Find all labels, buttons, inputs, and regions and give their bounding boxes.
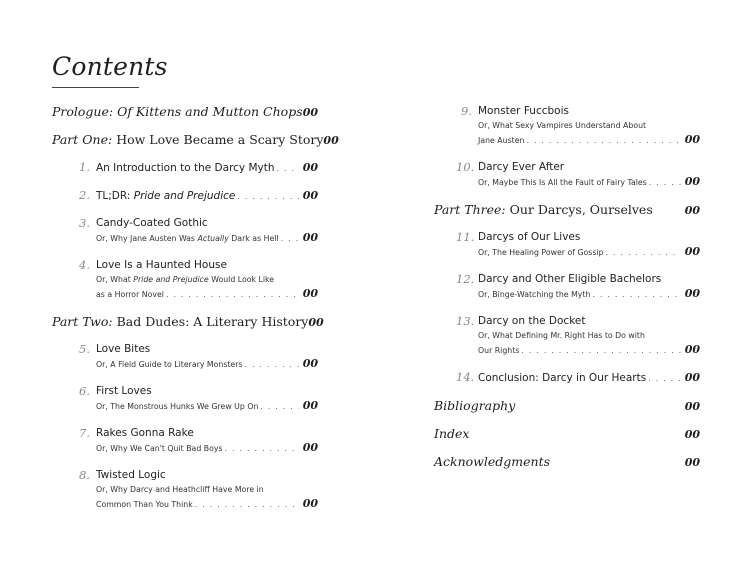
leader-dots bbox=[281, 232, 299, 246]
chapter-title: Monster Fuccbois bbox=[478, 105, 569, 117]
chapter-title: Twisted Logic bbox=[96, 469, 166, 481]
chapter-number: 4. bbox=[79, 258, 90, 272]
chapter-number: 14. bbox=[456, 370, 475, 384]
toc-chapter-10 bbox=[434, 160, 700, 190]
part-title: How Love Became a Scary Story bbox=[116, 132, 324, 147]
toc-chapter-7 bbox=[52, 426, 318, 456]
chapter-subtitle: Or, Binge-Watching the Myth bbox=[478, 290, 591, 299]
toc-part-three bbox=[434, 202, 700, 217]
page-number: 00 bbox=[684, 175, 700, 188]
chapter-number: 7. bbox=[79, 426, 90, 440]
toc-chapter-11 bbox=[434, 230, 700, 260]
chapter-number: 13. bbox=[456, 314, 475, 328]
toc-chapter-12 bbox=[434, 272, 700, 302]
leader-dots bbox=[521, 344, 680, 358]
page-number: 00 bbox=[302, 161, 318, 174]
page-title: Contents bbox=[52, 52, 168, 81]
page-number: 00 bbox=[308, 316, 324, 329]
chapter-number: 12. bbox=[456, 272, 475, 286]
chapter-subtitle: Or, What Sexy Vampires Understand About bbox=[478, 121, 647, 130]
chapter-title: Candy-Coated Gothic bbox=[96, 217, 208, 229]
chapter-subtitle-line2: Common Than You Think bbox=[96, 500, 193, 509]
chapter-number: 8. bbox=[79, 468, 90, 482]
page-number: 00 bbox=[684, 371, 700, 384]
leader-dots bbox=[260, 400, 298, 414]
leader-dots bbox=[195, 498, 299, 512]
chapter-subtitle: Or, Why We Can't Quit Bad Boys bbox=[96, 444, 223, 453]
toc-chapter-4 bbox=[52, 258, 318, 302]
acknowledgments-title: Acknowledgments bbox=[434, 454, 551, 469]
subtitle-italic: Actually bbox=[197, 234, 229, 243]
toc-index bbox=[434, 426, 700, 441]
page-number: 00 bbox=[684, 343, 700, 356]
subtitle-part: Would Look Like bbox=[208, 275, 275, 284]
toc-acknowledgments bbox=[434, 454, 700, 469]
chapter-number: 5. bbox=[79, 342, 90, 356]
leader-dots bbox=[606, 246, 681, 260]
leader-dots bbox=[277, 161, 299, 176]
toc-prologue bbox=[52, 104, 318, 119]
subtitle-part: Or, Why Jane Austen Was bbox=[96, 234, 198, 243]
page-number: 00 bbox=[302, 189, 318, 202]
prologue-title: Prologue: Of Kittens and Mutton Chops bbox=[52, 104, 303, 119]
chapter-number: 10. bbox=[456, 160, 475, 174]
page-number: 00 bbox=[302, 106, 318, 119]
chapter-number: 11. bbox=[456, 230, 475, 244]
chapter-title: An Introduction to the Darcy Myth bbox=[96, 162, 275, 174]
page-number: 00 bbox=[684, 245, 700, 258]
chapter-subtitle bbox=[96, 232, 279, 246]
chapter-subtitle-line2: Our Rights bbox=[478, 346, 520, 355]
page-number: 00 bbox=[684, 204, 700, 217]
chapter-title: Darcys of Our Lives bbox=[478, 231, 581, 243]
toc-part-two bbox=[52, 314, 324, 329]
part-label: Part Three: bbox=[434, 202, 506, 217]
toc-chapter-5 bbox=[52, 342, 318, 372]
chapter-title: Darcy on the Docket bbox=[478, 315, 586, 327]
page-number: 00 bbox=[302, 357, 318, 370]
page-number: 00 bbox=[684, 428, 700, 441]
chapter-title-italic: Pride and Prejudice bbox=[133, 190, 236, 202]
part-title: Our Darcys, Ourselves bbox=[509, 202, 653, 217]
leader-dots bbox=[166, 288, 299, 302]
page-number: 00 bbox=[323, 134, 339, 147]
chapter-title: First Loves bbox=[96, 385, 152, 397]
chapter-subtitle: Or, What Defining Mr. Right Has to Do with bbox=[478, 331, 645, 340]
page-number: 00 bbox=[684, 287, 700, 300]
chapter-subtitle: Or, The Healing Power of Gossip bbox=[478, 248, 604, 257]
page-number: 00 bbox=[302, 399, 318, 412]
leader-dots bbox=[526, 134, 680, 148]
page-number: 00 bbox=[302, 287, 318, 300]
toc-part-one bbox=[52, 132, 339, 147]
part-title: Bad Dudes: A Literary History bbox=[116, 314, 309, 329]
bibliography-title: Bibliography bbox=[434, 398, 516, 413]
chapter-number: 2. bbox=[79, 188, 90, 202]
part-label: Part Two: bbox=[52, 314, 113, 329]
chapter-subtitle: Or, Maybe This Is All the Fault of Fairy Tales bbox=[478, 178, 647, 187]
chapter-title bbox=[96, 189, 235, 204]
toc-chapter-14 bbox=[434, 370, 700, 386]
chapter-subtitle: Or, The Monstrous Hunks We Grew Up On bbox=[96, 402, 259, 411]
toc-chapter-2 bbox=[52, 188, 318, 204]
chapter-title: Rakes Gonna Rake bbox=[96, 427, 194, 439]
chapter-title: Conclusion: Darcy in Our Hearts bbox=[478, 372, 647, 384]
toc-bibliography bbox=[434, 398, 700, 413]
toc-chapter-13 bbox=[434, 314, 700, 358]
toc-chapter-1 bbox=[52, 160, 318, 176]
chapter-title: Love Is a Haunted House bbox=[96, 259, 227, 271]
leader-dots bbox=[245, 358, 299, 372]
toc-chapter-8 bbox=[52, 468, 318, 512]
toc-chapter-9 bbox=[434, 104, 700, 148]
chapter-number: 1. bbox=[79, 160, 90, 174]
title-underline bbox=[52, 87, 139, 88]
chapter-title-prefix: TL;DR: bbox=[96, 190, 134, 202]
part-label: Part One: bbox=[52, 132, 113, 147]
chapter-number: 3. bbox=[79, 216, 90, 230]
chapter-subtitle-line2: as a Horror Novel bbox=[96, 290, 164, 299]
leader-dots bbox=[649, 176, 681, 190]
leader-dots bbox=[592, 288, 680, 302]
page-number: 00 bbox=[302, 497, 318, 510]
page-number: 00 bbox=[684, 400, 700, 413]
chapter-number: 6. bbox=[79, 384, 90, 398]
leader-dots bbox=[648, 371, 680, 386]
leader-dots bbox=[237, 189, 298, 204]
leader-dots bbox=[225, 442, 299, 456]
chapter-number: 9. bbox=[461, 104, 472, 118]
chapter-subtitle: Or, A Field Guide to Literary Monsters bbox=[96, 360, 243, 369]
page-number: 00 bbox=[684, 133, 700, 146]
subtitle-italic: Pride and Prejudice bbox=[133, 275, 209, 284]
subtitle-part: Dark as Hell bbox=[228, 234, 279, 243]
chapter-subtitle: Or, Why Darcy and Heathcliff Have More in bbox=[96, 485, 264, 494]
page-number: 00 bbox=[302, 231, 318, 244]
page-number: 00 bbox=[302, 441, 318, 454]
chapter-title: Darcy and Other Eligible Bachelors bbox=[478, 273, 662, 285]
index-title: Index bbox=[434, 426, 470, 441]
toc-chapter-3 bbox=[52, 216, 318, 246]
chapter-subtitle bbox=[96, 273, 274, 287]
page-number: 00 bbox=[684, 456, 700, 469]
chapter-subtitle-line2: Jane Austen bbox=[478, 136, 525, 145]
chapter-title: Love Bites bbox=[96, 343, 151, 355]
toc-chapter-6 bbox=[52, 384, 318, 414]
chapter-title: Darcy Ever After bbox=[478, 161, 565, 173]
subtitle-part: Or, What bbox=[96, 275, 134, 284]
